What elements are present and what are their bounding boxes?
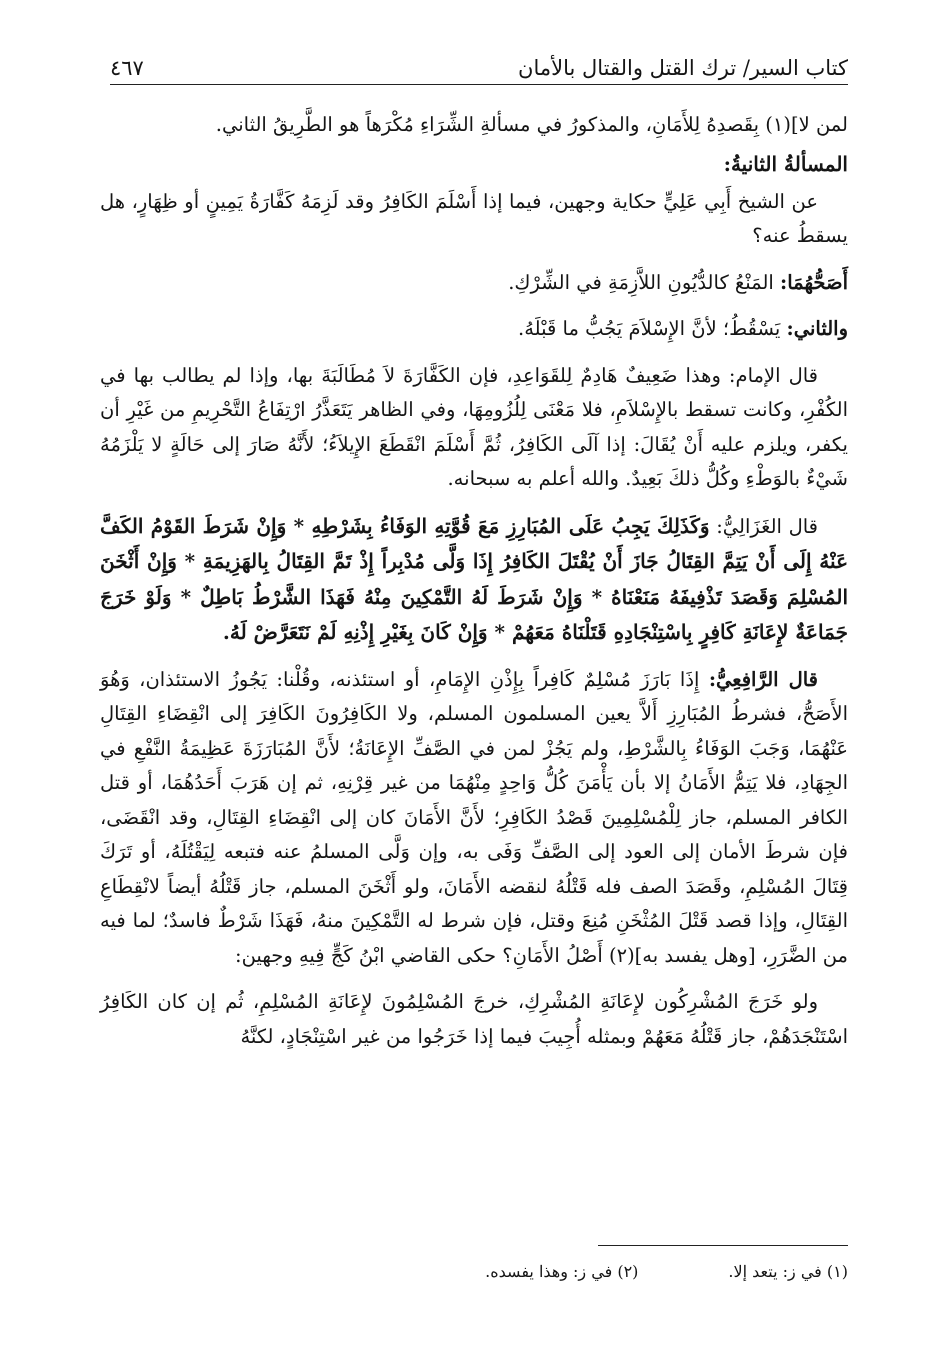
rafii-text: إِذَا بَارَزَ مُسْلِمٌ كَافِراً بِإِذْنِ الإِمَامِ، أو استئذنه، وقُلْنا: يَجُوزُ الاستئذان، وَهُوَ الأَصَحُّ، فشرطُ المُبَارِزِ أَلاَّ يعين المسلمون المسلم، ولا الكَافِرُونَ الكَافِرَ إلى انْقِضَاءِ القِتَالِ عَنْهُمَا، وَجَبَ الوَفَاءُ بِالشَّرْطِ، ولم يَجُزْ لمن في الصَّفِّ الإِعَانَةُ؛ لأَنَّ المُبَارَزَةَ عَظِيمَةُ النَّفْعِ في الجِهَادِ، فلا يَتِمُّ الأَمَانُ إلا بأن يَأْمَنَ كُلُّ وَاحِدٍ مِنْهُمَا من غير قِرْنِهِ، ثم إن هَرَبَ أَحَدُهُمَا، أو قتل الكافر المسلم، جاز لِلْمُسْلِمِينَ قَصْدُ الكَافِرِ؛ لأَنَّ الأَمَانَ كان إلى انْقِضَاءِ القِتَالِ، وقد انْقَضَى، فإن شرطَ الأمان إلى العود إلى الصَّفِّ وَفَى به، وإن وَلَّى المسلمُ عنه فتبعه لِيَقْتُلَهُ، أو تَرَكَ قِتَالَ المُسْلِمِ، وقَصَدَ الصف فله قَتْلُهُ لنقضه الأَمَانَ، ولو أَثْخَنَ المسلم، جاز قَتْلُهُ أيضاً لانْقِطَاعِ القِتَالِ، وإذا قصد قَتْلَ المُثْخَنِ مُنِعَ وقتل، فإن شرط له التَّمْكِينَ منهُ، فَهَذَا شَرْطٌ فاسدٌ؛ لما فيه من الضَّرَرِ، [وهل يفسد به](٢) أَصْلُ الأَمَانِ؟ حكى القاضي ابْنُ كَجٍّ فِيهِ وجهين: xyxy=(100,667,848,967)
imam-paragraph: قال الإمام: وهذا ضَعِيفٌ هَادِمٌ لِلقَوَاعِدِ، فإن الكَفَّارَةَ لاَ مُطَالَبَةَ بها، وإذا لم يطالب بها في الكُفْرِ، وكانت تسقط بالإِسْلاَمِ، فلا مَعْنَى لِلُزُومِهَا، وفي الظاهر يَتَعَذَّرُ ارْتِفَاعُ التَّحْرِيمِ من غَيْرِ أن يكفر، ويلزم عليه أَنْ يُقَالَ: إذا آلَى الكَافِرُ، ثُمَّ أَسْلَمَ انْقَطَعَ الإِيلاَءُ؛ لأَنَّهُ صَارَ إلى حَالَةٍ لا يَلْزَمُهُ شَيْءٌ بالوَطْءِ وكُلُّ ذلكَ بَعِيدٌ. والله أعلم به سبحانه. xyxy=(100,363,848,490)
main-text xyxy=(100,108,848,1054)
last-paragraph: ولو خَرَجَ المُشْرِكُون لإِعَانَةِ المُشْرِكِ، خرجَ المُسْلِمُونَ لإِعَانَةِ المُسْلِمِ، ثُم إن كان الكَافِرُ اسْتَنْجَدَهُمْ، جاز قَتْلُهُ مَعَهُمْ وبمثله أُجِيبَ فيما إذا خَرَجُوا من غير اسْتِنْجَادٍ، لكنَّهُ xyxy=(100,990,848,1048)
footnotes xyxy=(300,1262,848,1281)
page-number: ٤٦٧ xyxy=(110,56,144,80)
paragraph-question: عن الشيخ أَبِي عَلِيٍّ حكاية وجهين، فيما إذا أَسْلَمَ الكَافِرُ وقد لَزِمَهُ كَفَّارَةُ يَمِينٍ أو ظِهَارٍ، هل يسقطُ عنه؟ xyxy=(100,189,848,247)
page-header xyxy=(110,40,848,85)
running-title: كتاب السير/ ترك القتل والقتال بالأمان xyxy=(518,56,848,80)
first-opinion-label: أَصَحُّهُمَا: xyxy=(780,270,848,294)
first-opinion-text: المَنْعُ كالدُّيُونِ اللاَّزِمَةِ في الشِّرْكِ. xyxy=(508,270,774,294)
second-opinion-text: يَسْقُطُ؛ لأنَّ الإِسْلاَمَ يَجُبُّ ما قَبْلَهُ. xyxy=(518,317,781,340)
footnote-2: (٢) في ز: وهذا يفسده. xyxy=(485,1262,639,1281)
footnote-divider xyxy=(598,1245,848,1246)
second-opinion-label: والثاني: xyxy=(786,317,848,340)
rafii-paragraph xyxy=(100,663,848,974)
rafii-label: قال الرَّافِعِيُّ: xyxy=(708,667,819,691)
ghazali-text: وَكَذَلِكَ يَجِبُ عَلَى المُبَارِزِ مَعَ قُوَّتِهِ الوَفَاءُ بِشَرْطِهِ * وَإِنْ شَرَطَ القَوْمُ الكَفَّ عَنْهُ إِلَى أَنْ يَتِمَّ القِتَالُ جَازَ أَنْ يُقْتَلَ الكَافِرُ إِذَا وَلَّى مُدْبِراً إِذْ تَمَّ القِتَالُ بِالهَزِيمَةِ * وَإِنْ أَثْخَنَ المُسْلِمَ وَقَصَدَ تَذْفِيفَهُ مَنَعْنَاهُ * وَإِنْ شَرَطَ لَهُ التَّمْكِينَ مِنْهُ فَهَذَا الشَّرْطُ بَاطِلٌ * وَلَوْ خَرَجَ جَمَاعَةٌ لإِعَانَةِ كَافِرٍ بِاسْتِنْجَادِهِ قَتَلْنَاهُ مَعَهُمْ * وَإِنْ كَانَ بِغَيْرِ إِذْنِهِ لَمْ نَتَعَرَّضْ لَهُ. xyxy=(100,513,849,644)
paragraph-continuation: لمن لا](١) بِقَصدِهُ لِلأَمَانِ، والمذكورُ في مسألةِ الشِّرَاءِ مُكْرَهاً هو الطَّرِيقُ الثاني. xyxy=(215,113,848,136)
ghazali-label: قال الغَزَالِيُّ: xyxy=(716,514,819,538)
section-heading: المسألةُ الثانيةُ: xyxy=(723,151,848,176)
footnote-1: (١) في ز: يتعد إلا. xyxy=(728,1262,848,1281)
ghazali-paragraph xyxy=(100,509,848,651)
second-opinion xyxy=(100,312,848,347)
first-opinion xyxy=(100,266,848,301)
